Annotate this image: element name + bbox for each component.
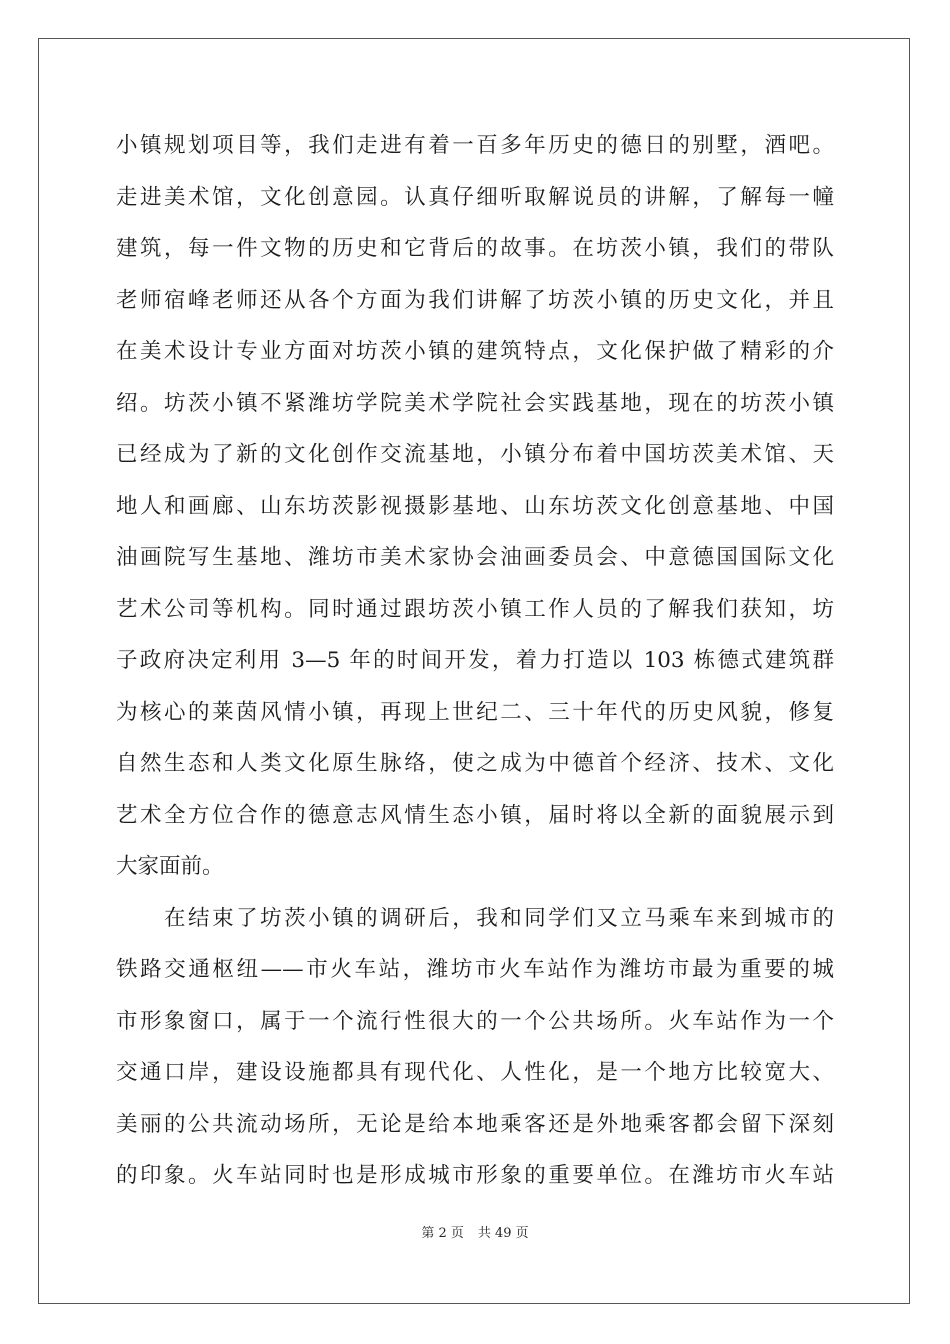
text-line: 艺术公司等机构。同时通过跟坊茨小镇工作人员的了解我们获知，坊 xyxy=(116,596,834,622)
text-line: 油画院写生基地、潍坊市美术家协会油画委员会、中意德国国际文化 xyxy=(116,545,834,570)
text-line: 美丽的公共流动场所，无论是给本地乘客还是外地乘客都会留下深刻 xyxy=(116,1111,834,1137)
text-line: 在结束了坊茨小镇的调研后，我和同学们又立马乘车来到城市的 xyxy=(116,905,834,931)
page-number: 第 2 页 xyxy=(421,1226,464,1241)
text-line: 地人和画廊、山东坊茨影视摄影基地、山东坊茨文化创意基地、中国 xyxy=(116,493,834,519)
text-line: 在美术设计专业方面对坊茨小镇的建筑特点，文化保护做了精彩的介 xyxy=(116,339,834,364)
page-total: 共 49 页 xyxy=(477,1226,529,1241)
page-footer xyxy=(0,1222,950,1241)
text-line: 子政府决定利用 3—5 年的时间开发，着力打造以 103 栋德式建筑群 xyxy=(116,648,834,673)
text-line: 交通口岸，建设设施都具有现代化、人性化，是一个地方比较宽大、 xyxy=(116,1060,834,1085)
text-line: 自然生态和人类文化原生脉络，使之成为中德首个经济、技术、文化 xyxy=(116,751,834,776)
text-line: 艺术全方位合作的德意志风情生态小镇，届时将以全新的面貌展示到 xyxy=(116,802,834,828)
text-line: 走进美术馆，文化创意园。认真仔细听取解说员的讲解，了解每一幢 xyxy=(116,184,834,210)
text-line: 铁路交通枢纽——市火车站，潍坊市火车站作为潍坊市最为重要的城 xyxy=(116,957,834,982)
text-line: 市形象窗口，属于一个流行性很大的一个公共场所。火车站作为一个 xyxy=(116,1008,834,1034)
text-line: 老师宿峰老师还从各个方面为我们讲解了坊茨小镇的历史文化，并且 xyxy=(116,287,834,313)
text-line: 绍。坊茨小镇不紧潍坊学院美术学院社会实践基地，现在的坊茨小镇 xyxy=(116,390,834,416)
body-text xyxy=(116,120,834,1202)
text-line: 小镇规划项目等，我们走进有着一百多年历史的德日的别墅，酒吧。 xyxy=(116,133,834,158)
text-line: 大家面前。 xyxy=(116,854,224,879)
text-line: 为核心的莱茵风情小镇，再现上世纪二、三十年代的历史风貌，修复 xyxy=(116,699,834,725)
text-line: 已经成为了新的文化创作交流基地，小镇分布着中国坊茨美术馆、天 xyxy=(116,442,834,467)
text-line: 建筑，每一件文物的历史和它背后的故事。在坊茨小镇，我们的带队 xyxy=(116,236,834,261)
text-line: 的印象。火车站同时也是形成城市形象的重要单位。在潍坊市火车站 xyxy=(116,1163,834,1188)
